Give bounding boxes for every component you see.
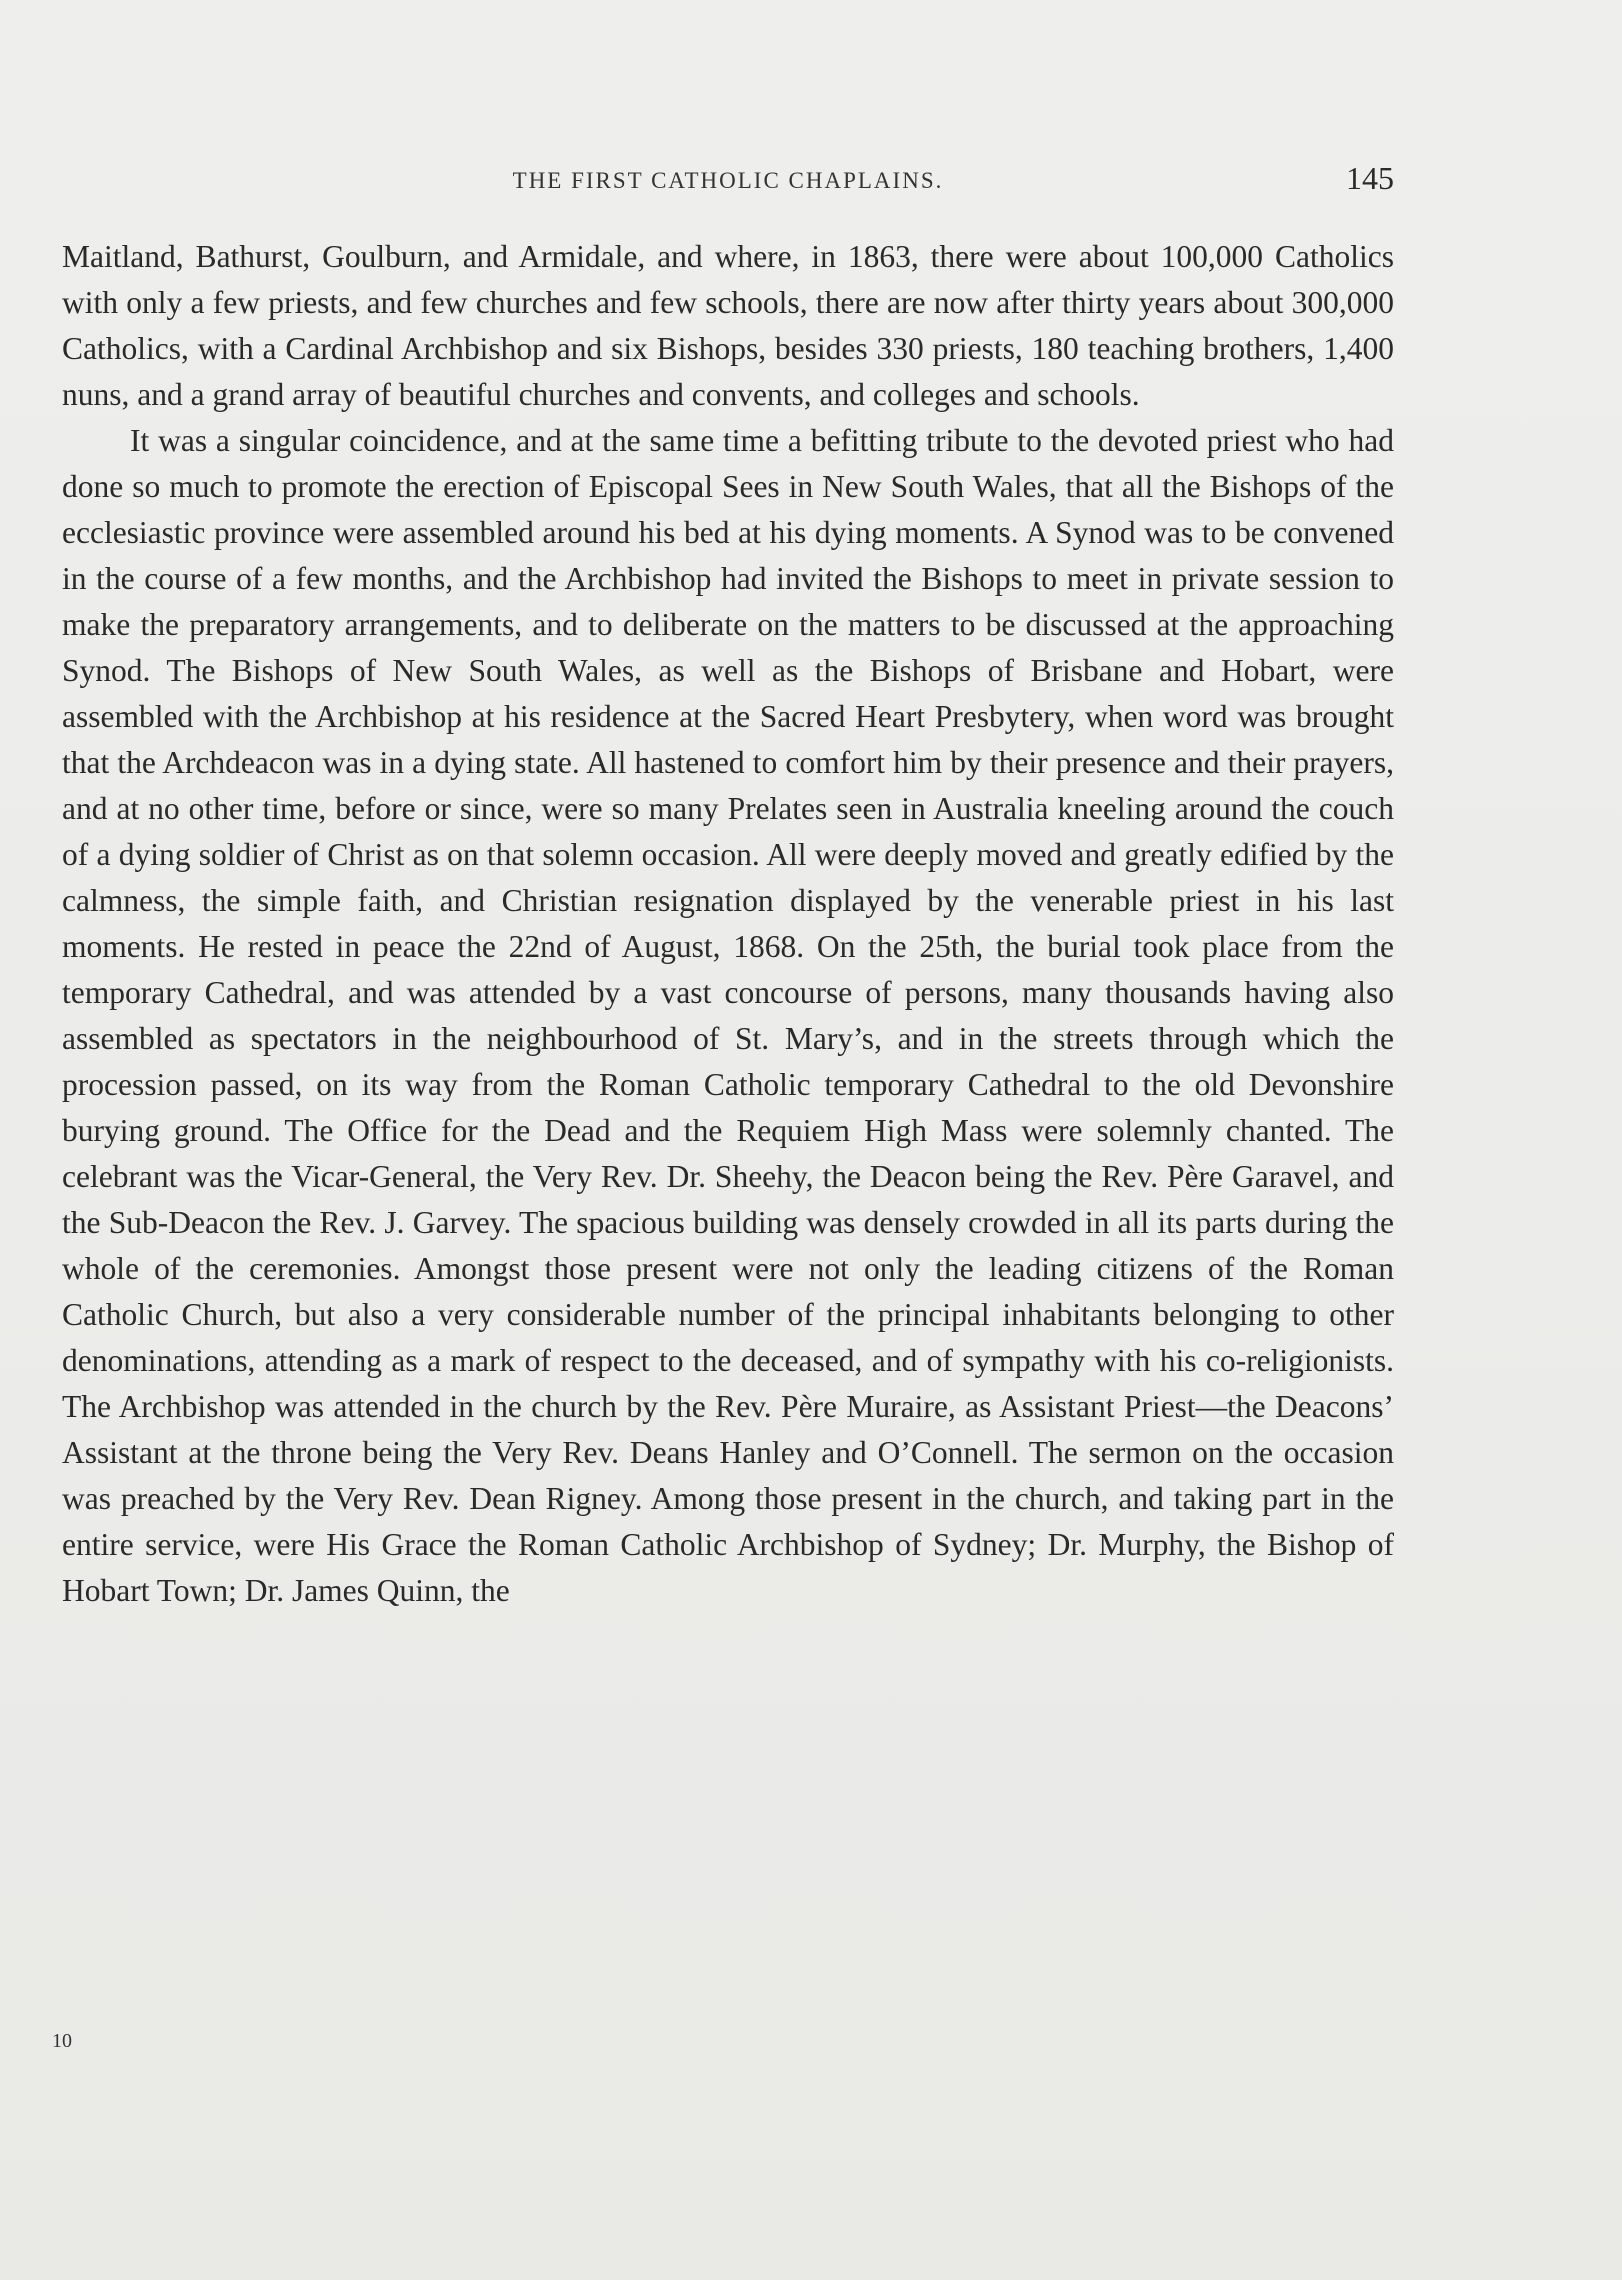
signature-mark: 10 xyxy=(52,2030,72,2052)
page-number: 145 xyxy=(1346,160,1394,196)
paragraph-2: It was a singular coincidence, and at the same time a befitting tribute to the devoted priest who had done so much to promote the erection of Episcopal Sees in New South Wales, that all the Bishops of the ecclesiastic province were assembled around his bed at his dying moments. A Synod was to be convened in the course of a few months, and the Archbishop had invited the Bishops to meet in private session to make the preparatory arrangements, and to deliberate on the matters to be discussed at the approaching Synod. The Bishops of New South Wales, as well as the Bishops of Brisbane and Hobart, were assembled with the Archbishop at his residence at the Sacred Heart Presbytery, when word was brought that the Archdeacon was in a dying state. All hastened to comfort him by their presence and their prayers, and at no other time, before or since, were so many Prelates seen in Australia kneeling around the couch of a dying soldier of Christ as on that solemn occasion. All were deeply moved and greatly edified by the calmness, the simple faith, and Christian resignation displayed by the venerable priest in his last moments. He rested in peace the 22nd of August, 1868. On the 25th, the burial took place from the temporary Cathedral, and was attended by a vast concourse of persons, many thousands having also assembled as spectators in the neighbourhood of St. Mary’s, and in the streets through which the procession passed, on its way from the Roman Catholic temporary Cathedral to the old Devonshire burying ground. The Office for the Dead and the Requiem High Mass were solemnly chanted. The celebrant was the Vicar-General, the Very Rev. Dr. Sheehy, the Deacon being the Rev. Père Garavel, and the Sub-Deacon the Rev. J. Garvey. The spacious building was densely crowded in all its parts during the whole of the ceremonies. Amongst those present were not only the leading citizens of the Roman Catholic Church, but also a very considerable number of the principal inhabitants belonging to other denominations, attending as a mark of respect to the deceased, and of sympathy with his co-religionists. The Archbishop was attended in the church by the Rev. Père Muraire, as Assistant Priest—the Deacons’ Assistant at the throne being the Very Rev. Deans Hanley and O’Connell. The sermon on the occasion was preached by the Very Rev. Dean Rigney. Among those present in the church, and taking part in the entire service, were His Grace the Roman Catholic Archbishop of Sydney; Dr. Murphy, the Bishop of Hobart Town; Dr. James Quinn, the xyxy=(62,423,1394,1608)
body-text xyxy=(62,234,1394,1614)
paragraph-1: Maitland, Bathurst, Goulburn, and Armidale, and where, in 1863, there were about 100,000 Catholics with only a few priests, and few churches and few schools, there are now after thirty years about 300,000 Catholics, with a Cardinal Archbishop and six Bishops, besides 330 priests, 180 teaching brothers, 1,400 nuns, and a grand array of beautiful churches and convents, and colleges and schools. xyxy=(62,239,1394,412)
running-title: THE FIRST CATHOLIC CHAPLAINS. xyxy=(512,168,944,193)
page-header xyxy=(62,160,1394,204)
